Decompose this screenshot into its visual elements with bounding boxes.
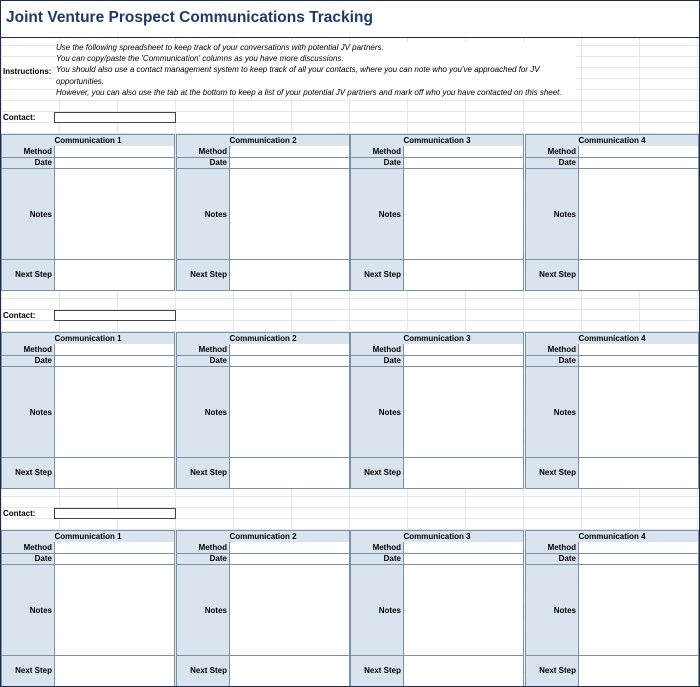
notes-label: Notes: [2, 565, 55, 656]
notes-cell[interactable]: [579, 169, 698, 260]
notes-label: Notes: [351, 565, 404, 656]
instruction-line: opportunities.: [56, 76, 105, 86]
date-label: Date: [526, 356, 579, 367]
communication-column: [350, 134, 524, 291]
next-step-cell[interactable]: [579, 656, 698, 686]
date-label: Date: [526, 158, 579, 169]
next-step-label: Next Step: [526, 656, 579, 686]
next-step-cell[interactable]: [404, 260, 523, 290]
communication-column: [525, 530, 699, 687]
method-label: Method: [526, 542, 579, 554]
method-cell[interactable]: [404, 344, 523, 356]
next-step-cell[interactable]: [404, 656, 523, 686]
next-step-cell[interactable]: [55, 260, 174, 290]
method-cell[interactable]: [230, 344, 349, 356]
method-cell[interactable]: [55, 542, 174, 554]
notes-label: Notes: [177, 367, 230, 458]
notes-label: Notes: [351, 169, 404, 260]
method-cell[interactable]: [404, 542, 523, 554]
date-cell[interactable]: [404, 356, 523, 367]
communication-header: Communication 2: [177, 135, 349, 147]
next-step-label: Next Step: [177, 260, 230, 290]
notes-cell[interactable]: [404, 565, 523, 656]
notes-cell[interactable]: [404, 169, 523, 260]
date-cell[interactable]: [404, 158, 523, 169]
communication-section: [1, 332, 699, 489]
method-cell[interactable]: [579, 542, 698, 554]
communication-column: [176, 332, 350, 489]
communication-section: [1, 530, 699, 687]
notes-cell[interactable]: [404, 367, 523, 458]
date-cell[interactable]: [55, 554, 174, 565]
communication-header: Communication 3: [351, 531, 523, 543]
contact-row: [1, 310, 177, 322]
communication-header: Communication 1: [2, 333, 174, 345]
method-label: Method: [351, 344, 404, 356]
next-step-label: Next Step: [177, 656, 230, 686]
next-step-cell[interactable]: [55, 656, 174, 686]
method-cell[interactable]: [404, 146, 523, 158]
communication-header: Communication 3: [351, 135, 523, 147]
next-step-label: Next Step: [177, 458, 230, 488]
date-label: Date: [351, 554, 404, 565]
communication-header: Communication 1: [2, 531, 174, 543]
method-label: Method: [2, 542, 55, 554]
contact-input[interactable]: [54, 310, 176, 321]
communication-column: [1, 134, 175, 291]
date-cell[interactable]: [55, 158, 174, 169]
method-label: Method: [526, 146, 579, 158]
method-label: Method: [177, 344, 230, 356]
date-label: Date: [177, 356, 230, 367]
communication-header: Communication 2: [177, 531, 349, 543]
notes-cell[interactable]: [55, 367, 174, 458]
date-label: Date: [526, 554, 579, 565]
next-step-label: Next Step: [351, 656, 404, 686]
method-label: Method: [526, 344, 579, 356]
communication-column: [176, 134, 350, 291]
next-step-label: Next Step: [526, 260, 579, 290]
method-cell[interactable]: [55, 146, 174, 158]
notes-cell[interactable]: [230, 565, 349, 656]
contact-label: Contact:: [3, 509, 36, 518]
next-step-cell[interactable]: [579, 458, 698, 488]
next-step-label: Next Step: [351, 458, 404, 488]
method-cell[interactable]: [579, 146, 698, 158]
communication-header: Communication 4: [526, 531, 698, 543]
instructions-text: [56, 42, 576, 98]
notes-label: Notes: [2, 169, 55, 260]
contact-row: [1, 508, 177, 520]
communication-header: Communication 2: [177, 333, 349, 345]
notes-label: Notes: [2, 367, 55, 458]
notes-cell[interactable]: [579, 367, 698, 458]
communication-column: [525, 134, 699, 291]
next-step-label: Next Step: [526, 458, 579, 488]
next-step-label: Next Step: [2, 260, 55, 290]
instruction-line: You should also use a contact management system to keep track of all your contacts, where you can note who you've approached for JV: [56, 65, 540, 75]
method-cell[interactable]: [230, 146, 349, 158]
notes-cell[interactable]: [230, 367, 349, 458]
communication-column: [1, 530, 175, 687]
method-cell[interactable]: [579, 344, 698, 356]
next-step-cell[interactable]: [230, 656, 349, 686]
notes-cell[interactable]: [55, 169, 174, 260]
method-label: Method: [177, 146, 230, 158]
communication-header: Communication 3: [351, 333, 523, 345]
next-step-label: Next Step: [2, 656, 55, 686]
method-cell[interactable]: [55, 344, 174, 356]
method-cell[interactable]: [230, 542, 349, 554]
notes-label: Notes: [526, 169, 579, 260]
communication-header: Communication 4: [526, 135, 698, 147]
communication-column: [350, 332, 524, 489]
next-step-cell[interactable]: [404, 458, 523, 488]
notes-cell[interactable]: [55, 565, 174, 656]
instructions-label: Instructions:: [3, 67, 52, 76]
notes-label: Notes: [351, 367, 404, 458]
date-label: Date: [2, 158, 55, 169]
date-label: Date: [2, 554, 55, 565]
communication-header: Communication 4: [526, 333, 698, 345]
date-cell[interactable]: [230, 356, 349, 367]
communication-header: Communication 1: [2, 135, 174, 147]
instruction-line: Use the following spreadsheet to keep track of your conversations with potential JV partners.: [56, 43, 384, 52]
method-label: Method: [177, 542, 230, 554]
date-label: Date: [351, 158, 404, 169]
notes-label: Notes: [526, 565, 579, 656]
method-label: Method: [2, 344, 55, 356]
notes-label: Notes: [177, 565, 230, 656]
contact-input[interactable]: [54, 508, 176, 519]
method-label: Method: [351, 542, 404, 554]
notes-label: Notes: [526, 367, 579, 458]
date-cell[interactable]: [579, 158, 698, 169]
next-step-cell[interactable]: [230, 458, 349, 488]
communication-section: [1, 134, 699, 291]
date-label: Date: [351, 356, 404, 367]
date-cell[interactable]: [579, 356, 698, 367]
date-cell[interactable]: [230, 554, 349, 565]
next-step-label: Next Step: [351, 260, 404, 290]
communication-column: [176, 530, 350, 687]
date-cell[interactable]: [230, 158, 349, 169]
notes-cell[interactable]: [579, 565, 698, 656]
instruction-line: However, you can also use the tab at the bottom to keep a list of your potential JV partners and mark off who you have contacted on this sheet.: [56, 87, 562, 97]
date-cell[interactable]: [579, 554, 698, 565]
contact-input[interactable]: [54, 112, 176, 123]
next-step-cell[interactable]: [579, 260, 698, 290]
next-step-cell[interactable]: [55, 458, 174, 488]
contact-label: Contact:: [3, 113, 36, 122]
instruction-line: You can copy/paste the 'Communication' columns as you have more discussions.: [56, 54, 344, 64]
communication-column: [525, 332, 699, 489]
contact-row: [1, 112, 177, 124]
notes-label: Notes: [177, 169, 230, 260]
page-title: Joint Venture Prospect Communications Tracking: [1, 1, 699, 38]
next-step-label: Next Step: [2, 458, 55, 488]
next-step-cell[interactable]: [230, 260, 349, 290]
communication-column: [350, 530, 524, 687]
date-label: Date: [177, 158, 230, 169]
method-label: Method: [2, 146, 55, 158]
contact-label: Contact:: [3, 311, 36, 320]
date-label: Date: [2, 356, 55, 367]
communication-column: [1, 332, 175, 489]
method-label: Method: [351, 146, 404, 158]
date-cell[interactable]: [404, 554, 523, 565]
date-cell[interactable]: [55, 356, 174, 367]
date-label: Date: [177, 554, 230, 565]
notes-cell[interactable]: [230, 169, 349, 260]
